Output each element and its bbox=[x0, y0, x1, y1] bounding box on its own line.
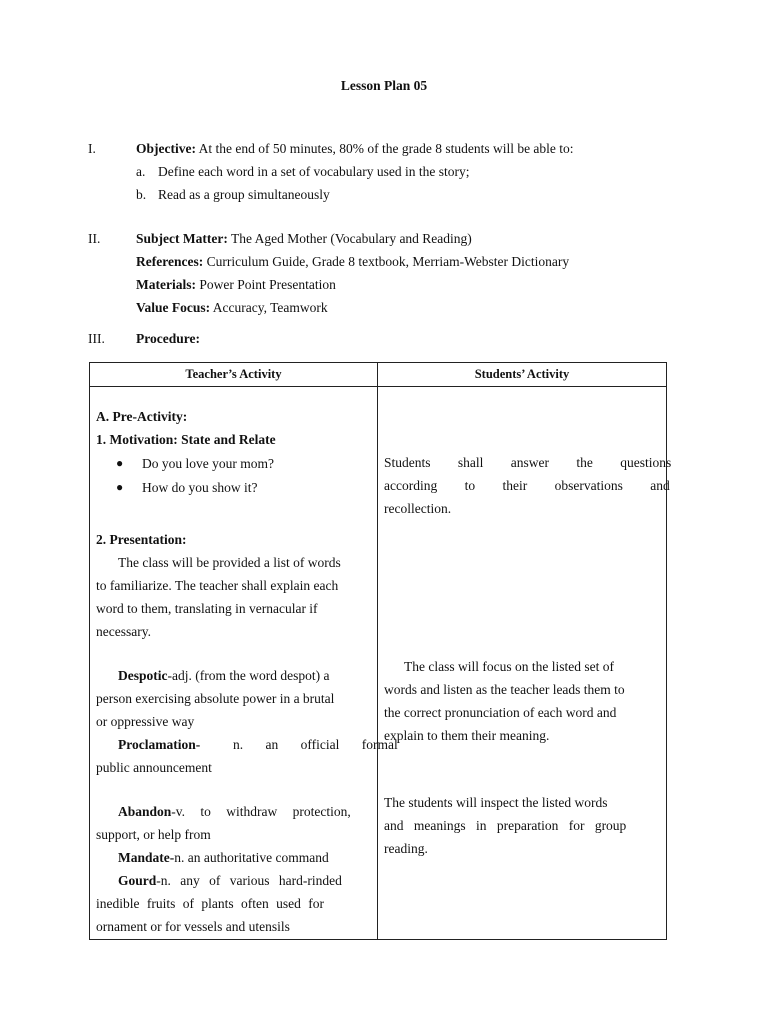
section-number-1: I. bbox=[88, 141, 96, 156]
presentation-text: The class will be provided a list of words bbox=[118, 555, 341, 570]
teacher-activity-header: Teacher’s Activity bbox=[90, 363, 378, 387]
value-focus-line bbox=[136, 300, 328, 316]
vocab-definition: support, or help from bbox=[96, 827, 211, 842]
vocab-definition: inedible fruits of plants often used for bbox=[96, 896, 324, 911]
students-response-text: words and listen as the teacher leads them to bbox=[384, 682, 625, 697]
pre-activity-heading: A. Pre-Activity: bbox=[96, 409, 188, 424]
students-response-text: The class will focus on the listed set of bbox=[404, 659, 614, 674]
vocab-definition: ornament or for vessels and utensils bbox=[96, 919, 290, 934]
objective-item-letter: a. bbox=[136, 164, 146, 179]
bullet-icon: ● bbox=[116, 480, 124, 494]
vocab-proclamation bbox=[118, 737, 200, 753]
students-response-text: reading. bbox=[384, 841, 428, 856]
vocab-word: Mandate- bbox=[118, 850, 175, 865]
presentation-heading: 2. Presentation: bbox=[96, 532, 187, 547]
vocab-gourd bbox=[118, 873, 342, 889]
section-number-2: II. bbox=[88, 231, 101, 246]
vocab-word: Proclamation- bbox=[118, 737, 201, 752]
vocab-word: Abandon bbox=[118, 804, 172, 819]
vocab-definition: n. an official formal bbox=[233, 737, 398, 752]
students-response-text: according to their observations and bbox=[384, 478, 670, 493]
value-focus-text: Accuracy, Teamwork bbox=[212, 300, 328, 315]
vocab-mandate bbox=[118, 850, 329, 866]
subject-matter-line bbox=[136, 231, 472, 247]
materials-label: Materials: bbox=[136, 277, 196, 292]
procedure-label: Procedure: bbox=[136, 331, 200, 346]
vocab-definition: public announcement bbox=[96, 760, 212, 775]
objective-item-letter: b. bbox=[136, 187, 147, 202]
vocab-definition: -n. any of various hard-rinded bbox=[156, 873, 342, 888]
students-response-text: Students shall answer the questions bbox=[384, 455, 672, 470]
vocab-word: Gourd bbox=[118, 873, 157, 888]
value-focus-label: Value Focus: bbox=[136, 300, 211, 315]
objective-item-text: Define each word in a set of vocabulary used in the story; bbox=[158, 164, 470, 179]
presentation-text: necessary. bbox=[96, 624, 151, 639]
objective-line bbox=[136, 141, 574, 157]
section-number-3: III. bbox=[88, 331, 105, 346]
students-response-text: the correct pronunciation of each word and bbox=[384, 705, 617, 720]
materials-text: Power Point Presentation bbox=[199, 277, 336, 292]
vocab-word: Despotic bbox=[118, 668, 168, 683]
vocab-definition: -v. to withdraw protection, bbox=[171, 804, 351, 819]
vocab-definition: n. an authoritative command bbox=[174, 850, 329, 865]
vocab-definition: -adj. (from the word despot) a bbox=[167, 668, 330, 683]
bullet-icon: ● bbox=[116, 456, 124, 470]
students-activity-header: Students’ Activity bbox=[378, 363, 667, 387]
vocab-definition: or oppressive way bbox=[96, 714, 195, 729]
vocab-despotic bbox=[118, 668, 329, 684]
students-response-text: recollection. bbox=[384, 501, 452, 516]
vocab-definition: person exercising absolute power in a brutal bbox=[96, 691, 335, 706]
references-label: References: bbox=[136, 254, 204, 269]
students-response-text: and meanings in preparation for group bbox=[384, 818, 627, 833]
students-activity-cell bbox=[378, 387, 672, 940]
motivation-heading: 1. Motivation: State and Relate bbox=[96, 432, 276, 447]
vocab-abandon bbox=[118, 804, 351, 820]
materials-line bbox=[136, 277, 336, 293]
teacher-activity-cell bbox=[90, 387, 398, 940]
subject-matter-text: The Aged Mother (Vocabulary and Reading) bbox=[230, 231, 472, 246]
objective-text: At the end of 50 minutes, 80% of the grade 8 students will be able to: bbox=[198, 141, 574, 156]
references-text: Curriculum Guide, Grade 8 textbook, Merriam-Webster Dictionary bbox=[206, 254, 570, 269]
students-response-text: The students will inspect the listed words bbox=[384, 795, 608, 810]
subject-matter-label: Subject Matter: bbox=[136, 231, 228, 246]
motivation-question: How do you show it? bbox=[142, 480, 258, 495]
page-title: Lesson Plan 05 bbox=[340, 78, 428, 93]
objective-label: Objective: bbox=[136, 141, 196, 156]
presentation-text: word to them, translating in vernacular if bbox=[96, 601, 318, 616]
procedure-table bbox=[89, 362, 672, 940]
motivation-question: Do you love your mom? bbox=[142, 456, 274, 471]
presentation-text: to familiarize. The teacher shall explain each bbox=[96, 578, 339, 593]
objective-item-text: Read as a group simultaneously bbox=[158, 187, 330, 202]
references-line bbox=[136, 254, 569, 270]
students-response-text: explain to them their meaning. bbox=[384, 728, 550, 743]
